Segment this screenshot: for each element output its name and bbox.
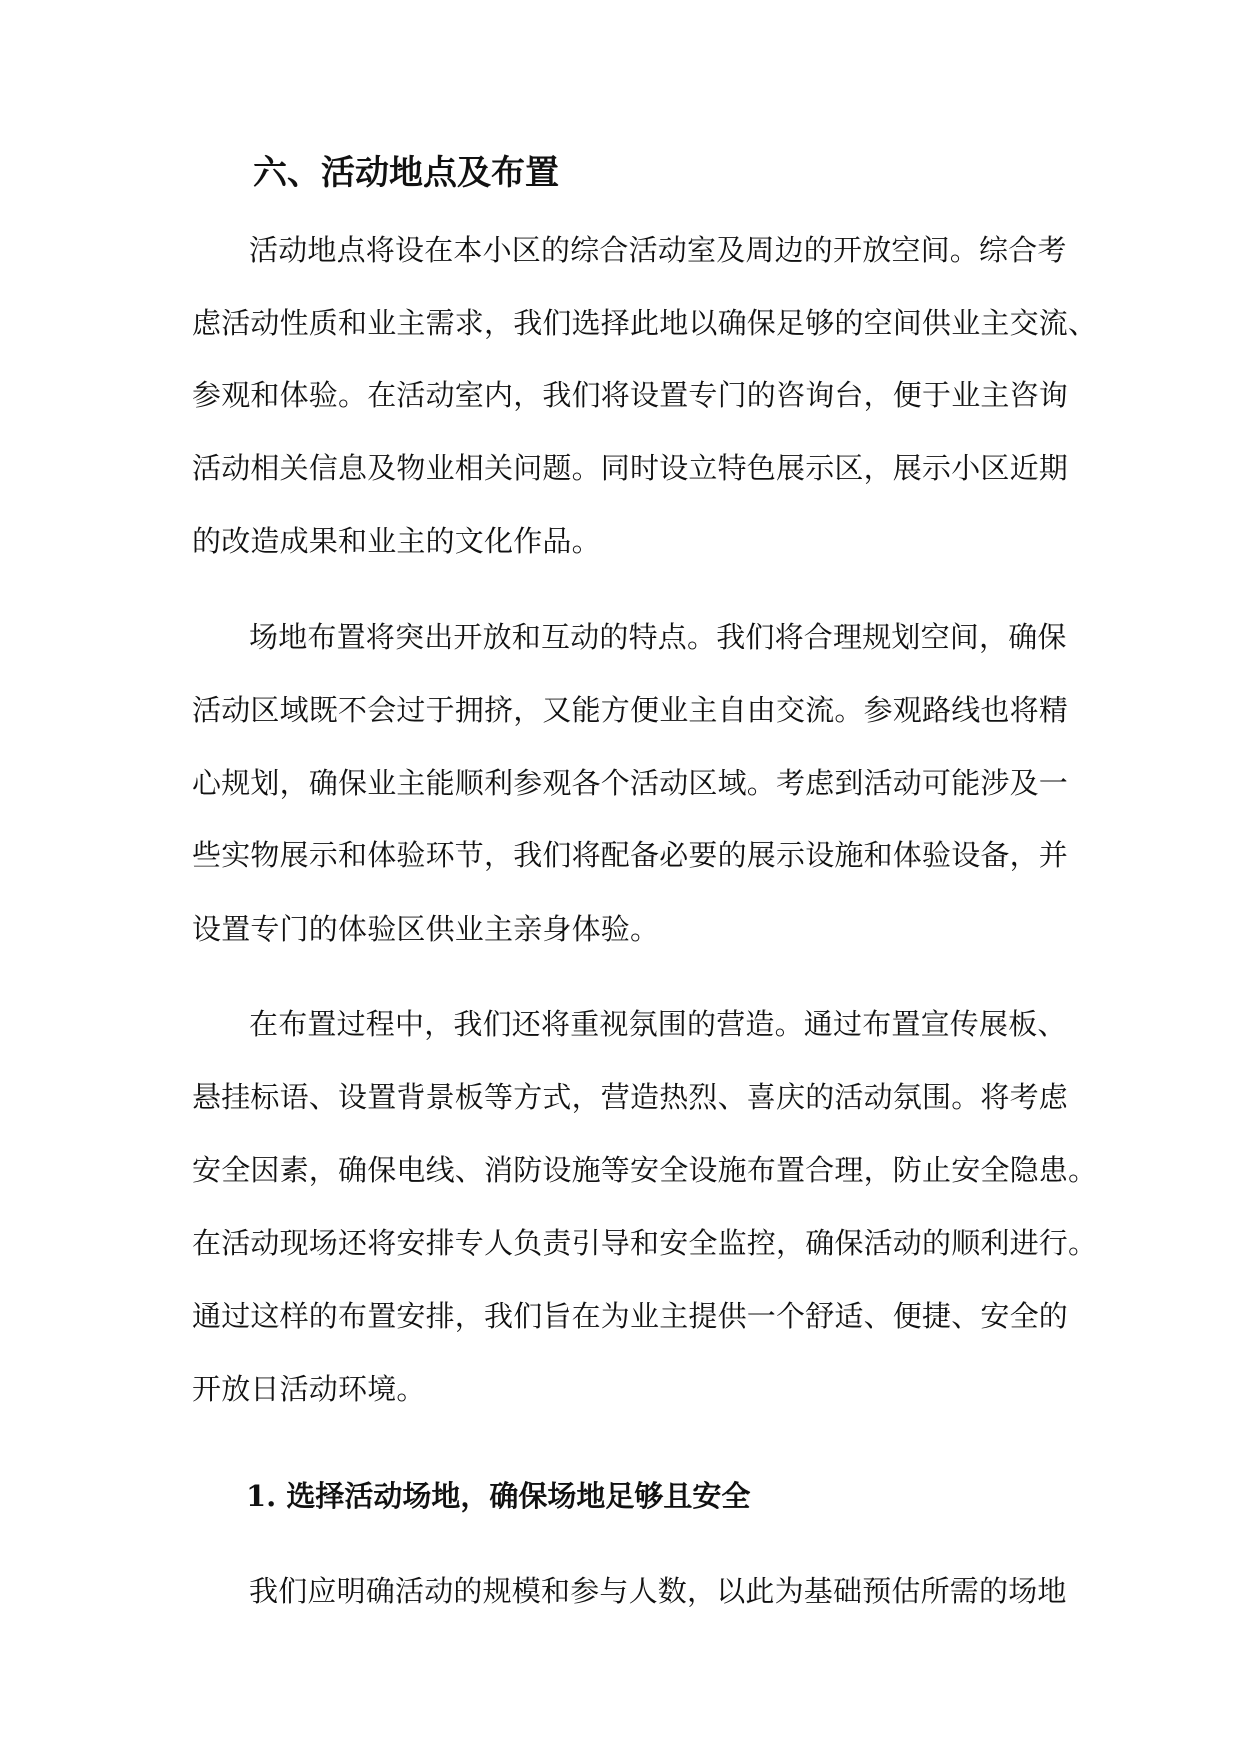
paragraph-line: 活动区域既不会过于拥挤，又能方便业主自由交流。参观路线也将精 bbox=[192, 693, 1069, 727]
paragraph-line: 的改造成果和业主的文化作品。 bbox=[192, 524, 601, 558]
paragraph-line: 虑活动性质和业主需求，我们选择此地以确保足够的空间供业主交流、 bbox=[192, 306, 1098, 340]
paragraph-line: 我们应明确活动的规模和参与人数，以此为基础预估所需的场地 bbox=[249, 1574, 1067, 1608]
paragraph-line: 开放日活动环境。 bbox=[192, 1372, 426, 1406]
paragraph-line: 在活动现场还将安排专人负责引导和安全监控，确保活动的顺利进行。 bbox=[192, 1226, 1098, 1260]
paragraph-line: 设置专门的体验区供业主亲身体验。 bbox=[192, 912, 660, 946]
paragraph-line: 通过这样的布置安排，我们旨在为业主提供一个舒适、便捷、安全的 bbox=[192, 1299, 1069, 1333]
paragraph-line: 安全因素，确保电线、消防设施等安全设施布置合理，防止安全隐患。 bbox=[192, 1153, 1098, 1187]
paragraph-line: 参观和体验。在活动室内，我们将设置专门的咨询台，便于业主咨询 bbox=[192, 378, 1069, 412]
paragraph-line: 活动地点将设在本小区的综合活动室及周边的开放空间。综合考 bbox=[249, 233, 1067, 267]
paragraph-line: 在布置过程中，我们还将重视氛围的营造。通过布置宣传展板、 bbox=[249, 1007, 1067, 1041]
subsection-heading: 1. 选择活动场地，确保场地足够且安全 bbox=[246, 1479, 751, 1513]
paragraph-line: 悬挂标语、设置背景板等方式，营造热烈、喜庆的活动氛围。将考虑 bbox=[192, 1080, 1069, 1114]
paragraph-line: 些实物展示和体验环节，我们将配备必要的展示设施和体验设备，并 bbox=[192, 838, 1069, 872]
section-heading: 六、活动地点及布置 bbox=[253, 153, 559, 193]
paragraph-line: 场地布置将突出开放和互动的特点。我们将合理规划空间，确保 bbox=[249, 620, 1067, 654]
paragraph-line: 活动相关信息及物业相关问题。同时设立特色展示区，展示小区近期 bbox=[192, 451, 1069, 485]
paragraph-line: 心规划，确保业主能顺利参观各个活动区域。考虑到活动可能涉及一 bbox=[192, 766, 1069, 800]
